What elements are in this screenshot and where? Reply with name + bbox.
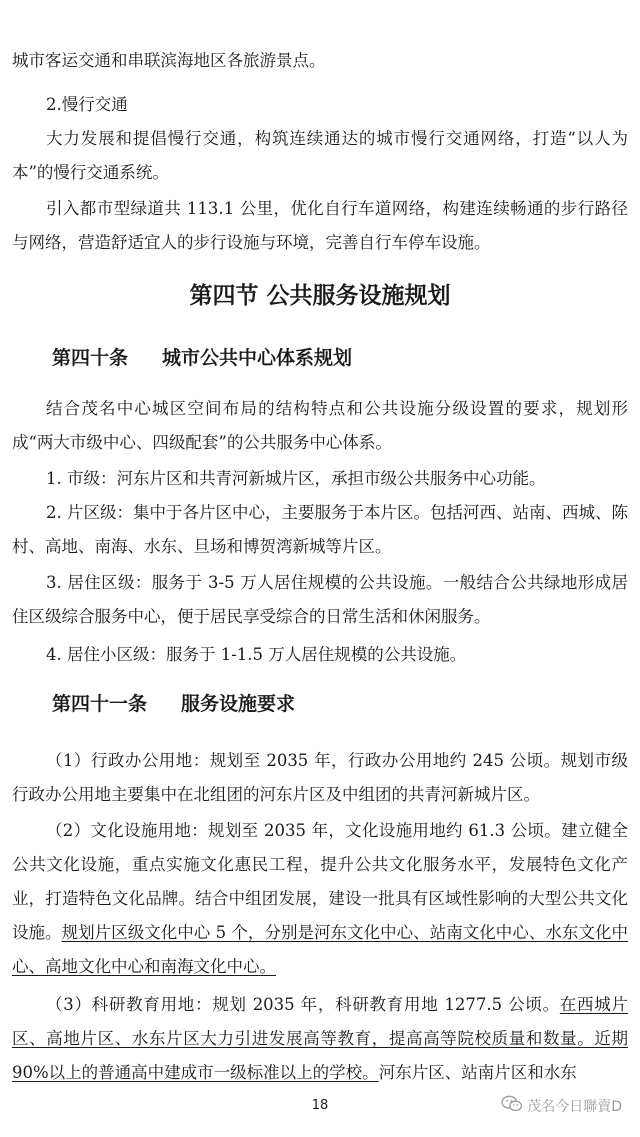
article-41-item-2-underlined: 规划片区级文化中心 5 个，分别是河东文化中心、站南文化中心、水东文化中心、高地文化中心和南海文化中心。 bbox=[12, 923, 629, 976]
article-40-item-1: 1. 市级：河东片区和共青河新城片区，承担市级公共服务中心功能。 bbox=[46, 469, 546, 488]
watermark-text: 茂名今日聯賣D bbox=[527, 1099, 622, 1115]
article-40-item-3: 3. 居住区级：服务于 3-5 万人居住规模的公共设施。一般结合公共绿地形成居住区级综合服务中心，便于居民享受综合的日常生活和休闲服务。 bbox=[12, 573, 628, 626]
article-41-item-2-text: （2）文化设施用地：规划至 2035 年，文化设施用地约 61.3 公顷。建立健全公共文化设施，重点实施文化惠民工程，提升公共文化服务水平，发展特色文化产业，打造特色文化品牌。结合中组团发展，建设一批具有区域性影响的大型公共文化设施。 bbox=[12, 821, 628, 942]
article-41-number: 第四十一条 bbox=[52, 693, 148, 715]
article-40-item-4: 4. 居住小区级：服务于 1-1.5 万人居住规模的公共设施。 bbox=[46, 645, 467, 664]
article-41-item-1: （1）行政办公用地：规划至 2035 年，行政办公用地约 245 公顷。规划市级行政办公用地主要集中在北组团的河东片区及中组团的共青河新城片区。 bbox=[12, 751, 628, 804]
watermark bbox=[501, 1095, 622, 1117]
article-41-item-2 bbox=[12, 814, 628, 984]
wechat-icon bbox=[501, 1095, 523, 1117]
article-41-item-3-tail: 河东片区、站南片区和水东 bbox=[378, 1063, 577, 1082]
article-40-item-2: 2. 片区级：集中于各片区中心，主要服务于本片区。包括河西、站南、西城、陈村、高地、南海、水东、旦场和博贺湾新城等片区。 bbox=[12, 503, 628, 556]
paragraph-slow-traffic: 大力发展和提倡慢行交通，构筑连续通达的城市慢行交通网络，打造“以人为本”的慢行交通系统。 bbox=[12, 129, 628, 182]
section-title: 第四节 公共服务设施规划 bbox=[189, 283, 451, 309]
article-40-intro: 结合茂名中心城区空间布局的结构特点和公共设施分级设置的要求，规划形成“两大市级中心、四级配套”的公共服务中心体系。 bbox=[12, 399, 628, 452]
article-40-heading bbox=[52, 340, 352, 376]
page-number: 18 bbox=[311, 1098, 329, 1113]
article-41-item-3-underlined: 在西城片区、高地片区、水东片区大力引进发展高等教育，提高高等院校质量和数量。近期 90%以上的普通高中建成市一级标准以上的学校。 bbox=[12, 995, 629, 1082]
article-41-item-3 bbox=[12, 988, 628, 1090]
article-40-number: 第四十条 bbox=[52, 347, 129, 369]
article-40-title: 城市公共中心体系规划 bbox=[162, 347, 353, 369]
article-41-title: 服务设施要求 bbox=[181, 693, 296, 715]
paragraph-greenway: 引入都市型绿道共 113.1 公里，优化自行车道网络，构建连续畅通的步行路径与网络，营造舒适宜人的步行设施与环境，完善自行车停车设施。 bbox=[12, 199, 628, 252]
paragraph-continued: 城市客运交通和串联滨海地区各旅游景点。 bbox=[12, 51, 326, 70]
article-41-heading bbox=[52, 686, 295, 722]
article-41-item-3-text: （3）科研教育用地：规划 2035 年，科研教育用地 1277.5 公顷。 bbox=[46, 995, 560, 1014]
subheading-slow-traffic: 2.慢行交通 bbox=[46, 95, 128, 114]
